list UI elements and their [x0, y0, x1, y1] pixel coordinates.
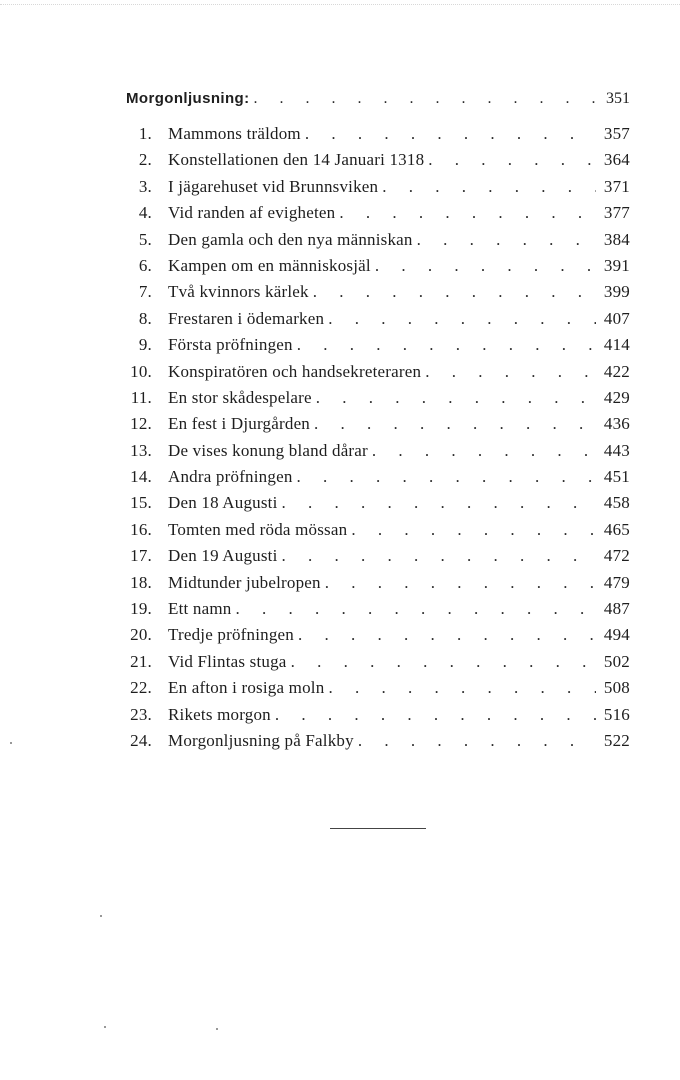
entry-page-number: 377 [603, 203, 630, 223]
toc-entry [126, 177, 630, 203]
entry-page-number: 364 [603, 150, 630, 170]
toc-entry [126, 230, 630, 256]
entry-title: Kampen om en människosjäl [168, 255, 371, 275]
entry-number: 2. [138, 150, 152, 170]
dot-leader [291, 652, 596, 672]
entry-number: 18. [130, 572, 152, 592]
entry-page-number: 494 [603, 625, 630, 645]
entry-number: 20. [130, 625, 152, 645]
toc-entry [126, 625, 630, 651]
entry-page-number: 487 [603, 599, 630, 619]
entry-number: 12. [130, 414, 152, 434]
dot-leader [339, 203, 596, 223]
entry-number: 11. [130, 387, 152, 407]
toc-entry [126, 362, 630, 388]
scan-edge-dust [0, 4, 680, 5]
toc-entry [126, 731, 630, 757]
entry-page-number: 391 [603, 255, 630, 275]
entry-title: Konstellationen den 14 Januari 1318 [168, 150, 425, 170]
entry-page-number: 443 [603, 440, 630, 460]
dot-leader [372, 441, 596, 461]
dot-leader [375, 256, 596, 276]
dot-leader [328, 309, 596, 329]
dot-leader [425, 362, 596, 382]
entry-page-number: 399 [603, 282, 630, 302]
scan-speck [100, 915, 102, 917]
entry-title: Konspiratören och handsekreteraren [168, 361, 422, 381]
entry-page-number: 472 [603, 546, 630, 566]
entry-page-number: 371 [603, 176, 630, 196]
toc-entry [126, 705, 630, 731]
entry-title: En afton i rosiga moln [168, 678, 325, 698]
dot-leader [297, 335, 596, 355]
toc-entry [126, 441, 630, 467]
dot-leader [305, 124, 596, 144]
entry-number: 1. [138, 124, 152, 143]
entry-title: Ett namn [168, 599, 232, 619]
dot-leader [298, 625, 596, 645]
entry-number: 6. [138, 255, 152, 275]
entry-number: 24. [130, 730, 152, 750]
scan-speck [104, 1026, 106, 1028]
entry-page-number: 422 [603, 361, 630, 381]
toc-entry [126, 546, 630, 572]
entry-number: 4. [138, 203, 152, 223]
entry-page-number: 357 [603, 124, 630, 143]
entry-page-number: 451 [603, 467, 630, 487]
entry-number: 16. [130, 519, 152, 539]
closing-rule [330, 828, 426, 829]
dot-leader [235, 599, 596, 619]
dot-leader [253, 90, 596, 108]
section-heading-row [126, 90, 630, 116]
entry-number: 7. [138, 282, 152, 302]
entry-title: En fest i Djurgården [168, 414, 311, 434]
entry-title: Två kvinnors kärlek [168, 282, 309, 302]
toc-entry [126, 678, 630, 704]
entry-page-number: 502 [603, 651, 630, 671]
entry-page-number: 384 [603, 229, 630, 249]
entry-title: Första pröfningen [168, 335, 293, 355]
entry-page-number: 429 [603, 387, 630, 407]
scan-speck [216, 1028, 218, 1030]
entry-title: Frestaren i ödemarken [168, 308, 325, 328]
dot-leader [316, 388, 596, 408]
entry-title: En stor skådespelare [168, 387, 312, 407]
entry-number: 3. [138, 176, 152, 196]
toc-entry [126, 652, 630, 678]
dot-leader [325, 573, 596, 593]
section-page-number: 351 [606, 90, 630, 107]
entry-page-number: 407 [603, 308, 630, 328]
dot-leader [275, 705, 596, 725]
entry-title: Andra pröfningen [168, 467, 293, 487]
dot-leader [297, 467, 596, 487]
entry-page-number: 479 [603, 572, 630, 592]
dot-leader [314, 414, 596, 434]
section-title: Morgonljusning: [126, 90, 250, 107]
entry-number: 8. [138, 308, 152, 328]
scan-speck [10, 742, 12, 744]
entry-title: De vises konung bland dårar [168, 440, 368, 460]
table-of-contents [126, 90, 630, 757]
toc-entry [126, 309, 630, 335]
toc-entry [126, 124, 630, 150]
entry-number: 22. [130, 678, 152, 698]
toc-entry [126, 493, 630, 519]
dot-leader [428, 150, 596, 170]
entry-title: Vid randen af evigheten [168, 203, 336, 223]
entry-number: 23. [130, 704, 152, 724]
toc-entry [126, 467, 630, 493]
dot-leader [351, 520, 596, 540]
dot-leader [282, 546, 596, 566]
entry-page-number: 465 [603, 519, 630, 539]
entry-number: 5. [138, 229, 152, 249]
dot-leader [358, 731, 596, 751]
entry-number: 15. [130, 493, 152, 513]
dot-leader [417, 230, 596, 250]
entry-number: 13. [130, 440, 152, 460]
toc-entry [126, 573, 630, 599]
toc-entry [126, 388, 630, 414]
entry-title: Rikets morgon [168, 704, 271, 724]
entry-number: 9. [138, 335, 152, 355]
entry-title: Den 18 Augusti [168, 493, 278, 513]
entry-page-number: 414 [603, 335, 630, 355]
toc-entry [126, 203, 630, 229]
entry-number: 17. [130, 546, 152, 566]
entry-page-number: 436 [603, 414, 630, 434]
toc-entry-list [126, 124, 630, 757]
entry-title: Mammons träldom [168, 124, 301, 143]
entry-page-number: 516 [603, 704, 630, 724]
entry-title: Den gamla och den nya människan [168, 229, 413, 249]
entry-number: 14. [130, 467, 152, 487]
entry-page-number: 458 [603, 493, 630, 513]
toc-entry [126, 256, 630, 282]
entry-title: Den 19 Augusti [168, 546, 278, 566]
entry-title: Vid Flintas stuga [168, 651, 287, 671]
entry-page-number: 508 [603, 678, 630, 698]
entry-number: 19. [130, 599, 152, 619]
entry-number: 10. [130, 361, 152, 381]
dot-leader [282, 493, 596, 513]
toc-entry [126, 282, 630, 308]
entry-title: Tredje pröfningen [168, 625, 295, 645]
entry-title: I jägarehuset vid Brunnsviken [168, 176, 379, 196]
entry-title: Morgonljusning på Falkby [168, 730, 354, 750]
dot-leader [382, 177, 596, 197]
toc-entry [126, 150, 630, 176]
entry-title: Tomten med röda mössan [168, 519, 348, 539]
dot-leader [328, 678, 596, 698]
toc-entry [126, 520, 630, 546]
entry-page-number: 522 [603, 730, 630, 750]
toc-entry [126, 414, 630, 440]
entry-title: Midtunder jubelropen [168, 572, 321, 592]
dot-leader [313, 282, 596, 302]
toc-entry [126, 335, 630, 361]
entry-number: 21. [130, 651, 152, 671]
toc-entry [126, 599, 630, 625]
